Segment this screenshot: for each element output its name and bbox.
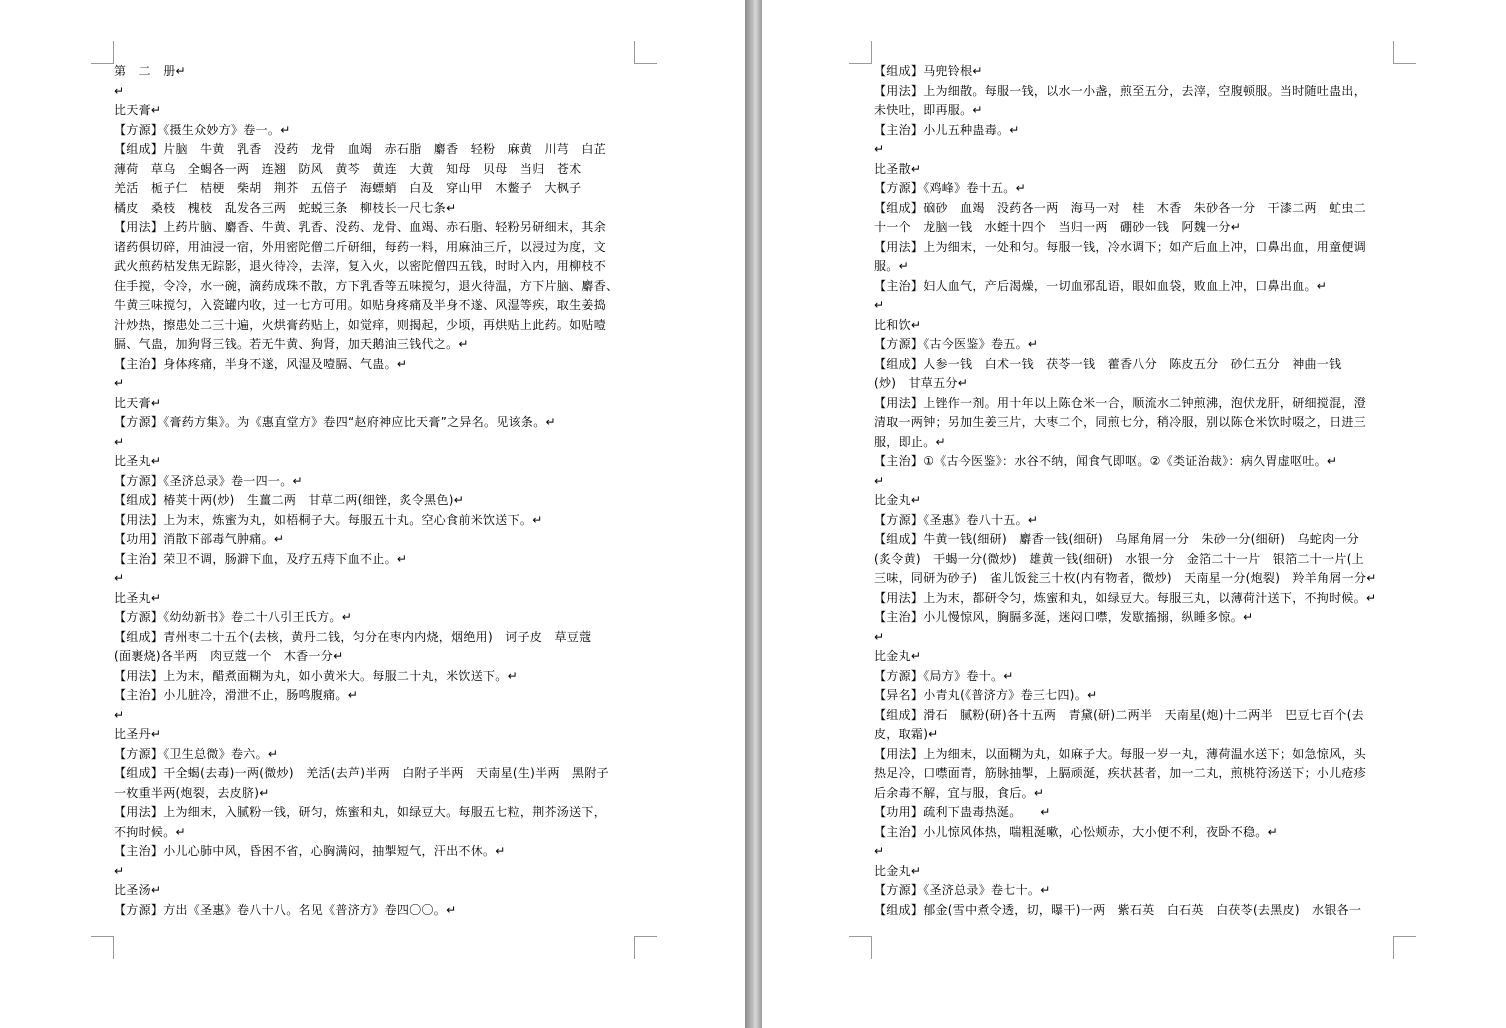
text-line: ↵ [874, 298, 885, 312]
text-line: 三味，同研为砂子) 雀儿饭瓮三十枚(内有物者，微炒) 天南星一分(炮裂) 羚羊角屑一分↵ [874, 571, 1377, 585]
text-line: 【方源】《局方》卷十。↵ [874, 668, 1014, 683]
crop-mark-bottom-right [1393, 936, 1416, 959]
text-line: 【方源】《古今医鉴》卷五。↵ [874, 337, 1039, 351]
text-line: 【方源】方出《圣惠》卷八十八。名见《普济方》卷四〇〇。↵ [114, 902, 457, 917]
text-line: 橘皮 桑枝 槐枝 乱发各三两 蛇蜕三条 柳枝长一尺七条↵ [114, 200, 457, 215]
text-line: 一枚重半两(炮裂，去皮脐)↵ [114, 785, 270, 800]
text-line: 十一个 龙脑一钱 水蛭十四个 当归一两 硼砂一钱 阿魏一分↵ [874, 220, 1242, 234]
text-line: 【组成】牛黄一钱(细研) 麝香一钱(细研) 乌犀角屑一分 朱砂一分(细研) 乌蛇肉一分 [874, 532, 1359, 546]
text-line: ↵ [874, 142, 885, 156]
text-line: 【主治】小儿脏冷，滑泄不止，肠鸣腹痛。↵ [114, 688, 359, 702]
document-page-right[interactable] [762, 0, 1506, 1028]
text-line: 【用法】上为细末，以面糊为丸，如麻子大。每服一岁一丸，薄荷温水送下；如急惊风，头 [874, 746, 1367, 761]
text-line: 不拘时候。↵ [114, 824, 186, 839]
crop-mark-top-left [849, 41, 872, 64]
text-line: 【主治】妇人血气，产后渴燥，一切血邪乱语，眼如血袋，败血上冲，口鼻出血。↵ [874, 278, 1328, 293]
text-line: 住手搅，令冷，水一碗，滴药成珠不散，方下乳香等五味搅匀，退火待温，方下片脑、麝香、 [114, 278, 619, 293]
text-line: 武火煎药枯发焦无踪影，退火待冷，去滓，复入火，以密陀僧四五钱，时时入内，用柳枝不 [114, 259, 607, 273]
text-line: (炙令黄) 干蝎一分(微炒) 雄黄一钱(细研) 水银一分 金箔二十一片 银箔二十一片(上 [874, 551, 1364, 566]
text-line: 【方源】《圣济总录》卷七十。↵ [874, 883, 1051, 897]
text-line: 【用法】上为末，炼蜜为丸，如梧桐子大。每服五十丸。空心食前米饮送下。↵ [114, 512, 543, 527]
text-line: 牛黄三味搅匀，入瓷罐内收，过一七方可用。如贴身疼痛及半身不遂、风湿等疾，取生姜捣 [114, 298, 607, 312]
text-line: 【组成】青州枣二十五个(去核，黄丹二钱，匀分在枣内内烧，烟绝用) 诃子皮 草豆蔻 [114, 629, 592, 644]
text-line: 热足冷，口噤面青，筋脉抽掣，上膈顽涎，疾状甚者，加一二丸，煎桃符汤送下；小儿疮疹 [874, 766, 1367, 780]
text-line: ↵ [114, 376, 125, 390]
text-line: 【用法】上为末，都研令匀，炼蜜和丸，如绿豆大。每服三丸，以薄荷汁送下，不拘时候。↵ [874, 590, 1377, 605]
text-line: 【主治】小儿五种蛊毒。↵ [874, 122, 1020, 137]
text-line: 比金丸↵ [874, 863, 922, 878]
text-line: 比圣丹↵ [114, 727, 162, 741]
crop-mark-bottom-right [634, 936, 657, 959]
text-line: 【异名】小青丸(《普济方》卷三七四)。↵ [874, 688, 1098, 702]
text-line: 【主治】小儿惊风体热，喘粗涎嗽，心忪颊赤，大小便不利，夜卧不稳。↵ [874, 824, 1278, 839]
text-line: 【主治】荣卫不调，肠澼下血，及疗五痔下血不止。↵ [114, 551, 408, 566]
text-line: ↵ [114, 83, 125, 98]
text-line: 服，即止。↵ [874, 434, 946, 449]
crop-mark-top-right [634, 41, 657, 64]
text-line: 诸药俱切碎，用油浸一宿，外用密陀僧二斤研细，每药一料，用麻油三斤，以浸过为度，文 [114, 239, 607, 254]
crop-mark-bottom-left [849, 936, 872, 959]
text-line: 【组成】片脑 牛黄 乳香 没药 龙骨 血竭 赤石脂 麝香 轻粉 麻黄 川芎 白芷 [114, 142, 607, 156]
text-line: ↵ [874, 844, 885, 858]
crop-mark-top-left [91, 41, 114, 64]
text-line: 【组成】椿荚十两(炒) 生薑二两 甘草二两(细锉，炙令黑色)↵ [114, 493, 465, 507]
text-line: 【主治】①《古今医鉴》：水谷不纳，闻食气即呕。②《类证治裁》：病久胃虚呕吐。↵ [874, 454, 1338, 468]
text-line: 【组成】滑石 腻粉(研)各十五两 青黛(研)二两半 天南星(炮)十二两半 巴豆七百个(去 [874, 707, 1364, 722]
crop-mark-top-right [1393, 41, 1416, 64]
text-line: 【用法】上药片脑、麝香、牛黄、乳香、没药、龙骨、血竭、赤石脂、轻粉另研细末，其余 [114, 220, 607, 234]
text-line: (炒) 甘草五分↵ [874, 376, 969, 390]
text-line: 膈、气蛊，加狗肾三钱。若无牛黄、狗肾，加天鹅油三钱代之。↵ [114, 337, 469, 351]
text-line: ↵ [114, 571, 125, 585]
text-line: 比圣汤↵ [114, 883, 162, 897]
text-line: 【方源】《圣惠》卷八十五。↵ [874, 512, 1039, 527]
text-line: 【用法】上锉作一剂。用十年以上陈仓米一合，顺流水二钟煎沸，泡伏龙肝，研细搅混，澄 [874, 395, 1367, 410]
text-line: ↵ [114, 707, 125, 722]
text-line: 【主治】小儿慢惊风，胸膈多涎，迷闷口噤，发歇搐搦，纵睡多惊。↵ [874, 610, 1254, 624]
text-line: ↵ [874, 629, 885, 644]
text-line: 【方源】《摄生众妙方》卷一。↵ [114, 122, 291, 137]
text-line: 后余毒不解，宜与服，食后。↵ [874, 785, 1045, 800]
text-line: ↵ [874, 473, 885, 488]
text-line: 未快吐，即再服。↵ [874, 103, 983, 117]
text-line: 比天膏↵ [114, 395, 162, 410]
text-line: 【组成】硇砂 血竭 没药各一两 海马一对 桂 木香 朱砂各一分 干漆二两 虻虫二 [874, 200, 1367, 215]
text-line: 【方源】《幼幼新书》卷二十八引王氏方。↵ [114, 610, 353, 624]
text-line: 【功用】疏利下蛊毒热涎。 ↵ [874, 805, 1051, 819]
text-line: 【用法】上为细末，一处和匀。每服一钱，冷水调下；如产后血上冲，口鼻出血，用童便调 [874, 239, 1367, 254]
text-line: ↵ [114, 863, 125, 878]
page-gutter [745, 0, 762, 1028]
page-body-text[interactable] [874, 62, 1402, 920]
text-line: 比金丸↵ [874, 493, 922, 507]
text-line: 【组成】马兜铃根↵ [874, 64, 983, 78]
text-line: 【主治】身体疼痛，半身不遂，风湿及噎膈、气蛊。↵ [114, 356, 408, 371]
text-line: ↵ [114, 434, 125, 449]
text-line: 比天膏↵ [114, 103, 162, 117]
text-line: 【组成】干全蝎(去毒)一两(微炒) 羌活(去芦)半两 白附子半两 天南星(生)半两 黑附子 [114, 766, 609, 780]
text-line: 【用法】上为细散。每服一钱，以水一小盏，煎至五分，去滓，空腹顿服。当时随吐蛊出， [874, 83, 1367, 98]
document-page-left[interactable] [0, 0, 745, 1028]
text-line: 【组成】郁金(雪中煮令透，切，曝干)一两 紫石英 白石英 白茯苓(去黑皮) 水银各一 [874, 902, 1362, 917]
text-line: 比圣丸↵ [114, 454, 162, 468]
text-line: 【用法】上为细末，入腻粉一钱，研匀，炼蜜和丸，如绿豆大。每服五七粒，荆芥汤送下， [114, 805, 607, 819]
text-line: 【方源】《卫生总微》卷六。↵ [114, 746, 279, 761]
text-line: 【方源】《鸡峰》卷十五。↵ [874, 181, 1026, 195]
text-line: 【方源】《膏药方集》。为《惠直堂方》卷四“赵府神应比天膏”之异名。见该条。↵ [114, 415, 556, 429]
text-line: 服。↵ [874, 259, 909, 273]
text-line: 【方源】《圣济总录》卷一四一。↵ [114, 473, 303, 488]
text-line: 薄荷 草乌 全蝎各一两 连翘 防风 黄芩 黄连 大黄 知母 贝母 当归 苍术 [114, 161, 582, 176]
text-line: 【组成】人参一钱 白术一钱 茯苓一钱 藿香八分 陈皮五分 砂仁五分 神曲一钱 [874, 356, 1342, 371]
text-line: 【用法】上为末，醋煮面糊为丸，如小黄米大。每服二十丸，米饮送下。↵ [114, 668, 518, 683]
crop-mark-bottom-left [91, 936, 114, 959]
text-line: 第 二 册↵ [114, 64, 186, 78]
text-line: 比圣丸↵ [114, 590, 162, 605]
text-line: 比圣散↵ [874, 161, 922, 176]
text-line: 羌活 栀子仁 桔梗 柴胡 荆芥 五倍子 海螵蛸 白及 穿山甲 木鳖子 大枫子 [114, 181, 582, 195]
text-line: 汁炒热，擦患处二三十遍，火烘膏药贴上，如觉痒，则揭起，少顷，再烘贴上此药。如贴噎 [114, 317, 607, 332]
text-line: 【功用】消散下部毒气肿痛。↵ [114, 532, 285, 546]
text-line: 皮，取霜)↵ [874, 727, 939, 741]
text-line: 比和饮↵ [874, 317, 922, 332]
text-line: 清取一两钟；另加生姜三片，大枣二个，同煎七分，稍冷服，别以陈仓米饮时啜之，日进三 [874, 415, 1367, 429]
text-line: (面裹烧)各半两 肉豆蔻一个 木香一分↵ [114, 649, 344, 663]
text-line: 【主治】小儿心肺中风，昏困不省，心胸满闷，抽掣短气，汗出不休。↵ [114, 844, 506, 858]
text-line: 比金丸↵ [874, 649, 922, 663]
page-body-text[interactable] [114, 62, 635, 920]
